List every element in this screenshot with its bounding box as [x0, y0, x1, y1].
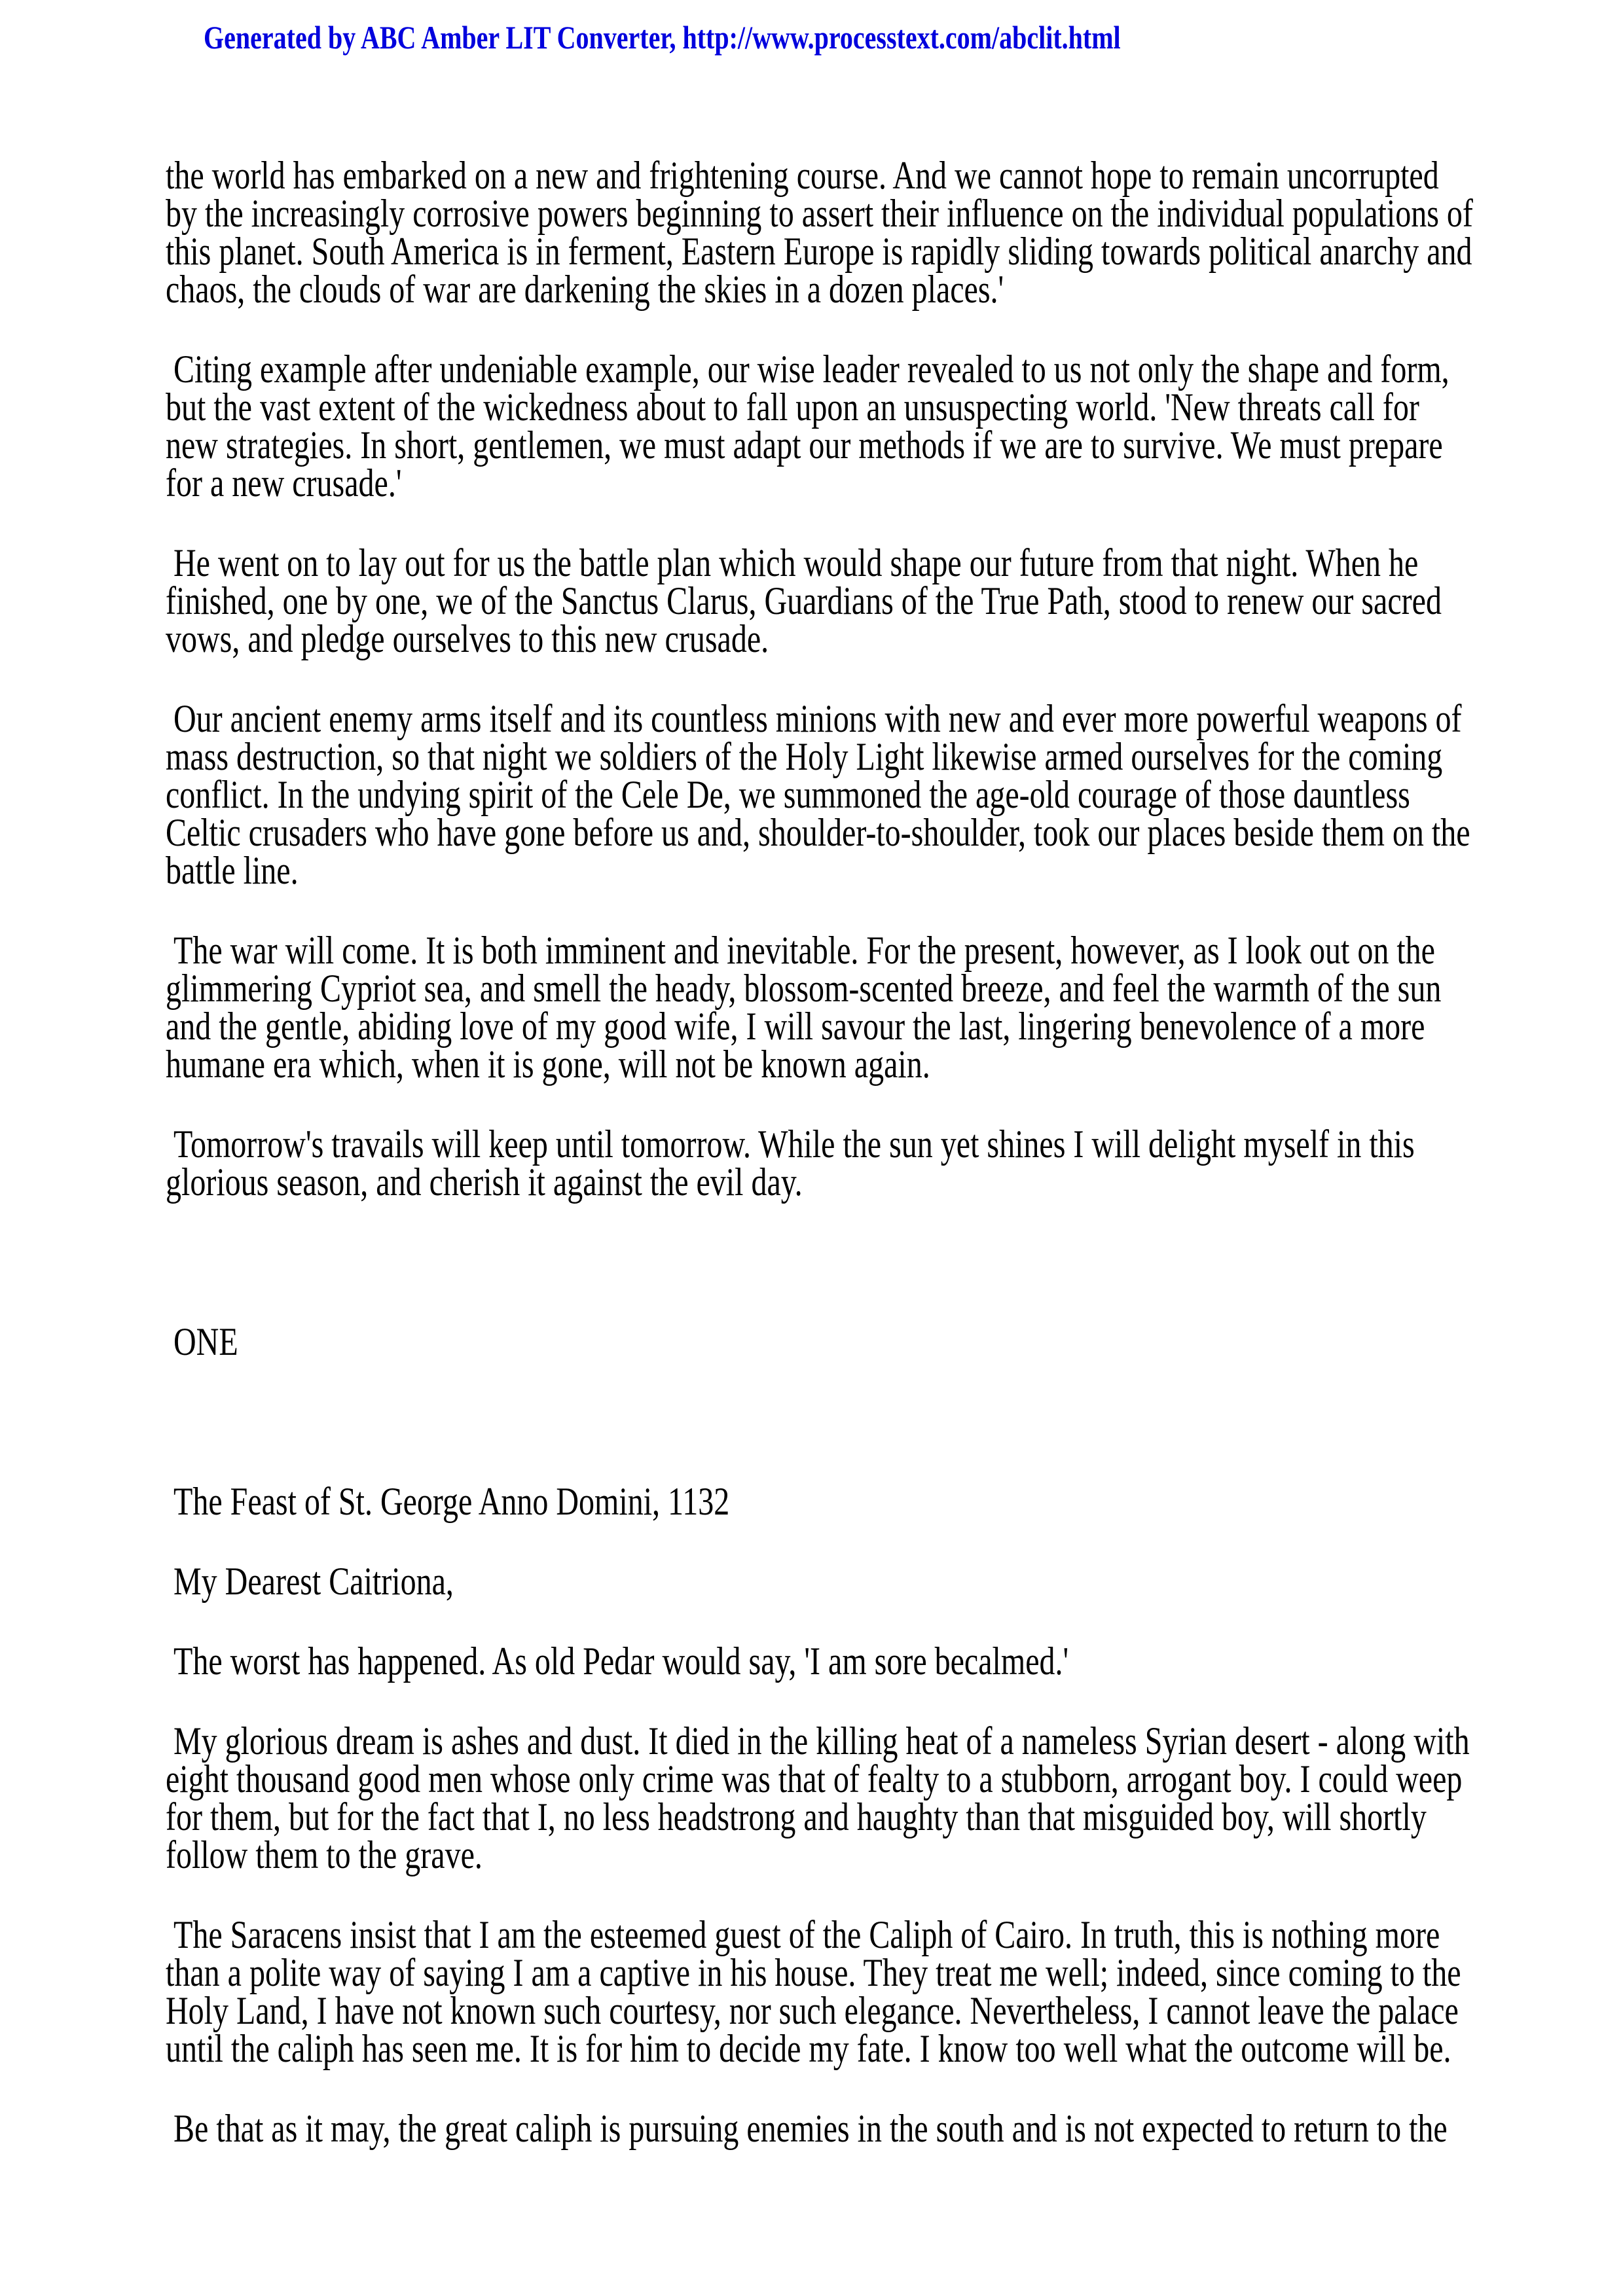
- paragraph: The war will come. It is both imminent and inevitable. For the present, however, as I look out on the glimmering Cypriot sea, and smell the heady, blossom-scented breeze, and feel the warmth of the sun and the gentle, abiding love of my good wife, I will savour the last, lingering benevolence of a more humane era which, when it is gone, will not be known again.: [166, 929, 1450, 1086]
- paragraph: Be that as it may, the great caliph is pursuing enemies in the south and is not expected to return to the: [166, 2107, 1448, 2150]
- paragraph: He went on to lay out for us the battle plan which would shape our future from that night. When he finished, one by one, we of the Sanctus Clarus, Guardians of the True Path, stood to renew our sacred vows, and pledge ourselves to this new crusade.: [166, 541, 1450, 660]
- chapter-heading: ONE: [166, 1320, 238, 1363]
- paragraph: Our ancient enemy arms itself and its countless minions with new and ever more powerful weapons of mass destruction, so that night we soldiers of the Holy Light likewise armed ourselves for the coming conflict. In the undying spirit of the Cele De, we summoned the age-old courage of those dauntless Celtic crusaders who have gone before us and, shoulder-to-shoulder, took our places beside them on the battle line.: [166, 697, 1478, 892]
- converter-credit: [204, 18, 1121, 56]
- paragraph: The Saracens insist that I am the esteemed guest of the Caliph of Cairo. In truth, this is nothing more than a polite way of saying I am a captive in his house. They treat me well; indeed, since coming to the Holy Land, I have not known such courtesy, nor such elegance. Nevertheless, I cannot leave the palace until the caliph has seen me. It is for him to decide my fate. I know too well what the outcome will be.: [166, 1913, 1469, 2070]
- page-text: [166, 154, 1481, 2189]
- converter-url-link[interactable]: http://www.processtext.com/abclit.html: [682, 19, 1121, 56]
- paragraph: Tomorrow's travails will keep until tomorrow. While the sun yet shines I will delight myself in this glorious season, and cherish it against the evil day.: [166, 1122, 1423, 1204]
- paragraph: My glorious dream is ashes and dust. It died in the killing heat of a nameless Syrian desert - along with eight thousand good men whose only crime was that of fealty to a stubborn, arrogant boy. I could weep for them, but for the fact that I, no less headstrong and haughty than that misguided boy, will shortly follow them to the grave.: [166, 1719, 1478, 1876]
- paragraph: My Dearest Caitriona,: [166, 1560, 454, 1603]
- paragraph: Citing example after undeniable example, our wise leader revealed to us not only the shape and form, but the vast extent of the wickedness about to fall upon an unsuspecting world. 'New threats call for new strategies. In short, gentlemen, we must adapt our methods if we are to survive. We must prepare for a new crusade.': [166, 348, 1457, 505]
- paragraph: The Feast of St. George Anno Domini, 1132: [166, 1480, 730, 1523]
- paragraph: The worst has happened. As old Pedar would say, 'I am sore becalmed.': [166, 1640, 1069, 1683]
- converter-credit-text: Generated by ABC Amber LIT Converter,: [204, 19, 683, 56]
- paragraph: the world has embarked on a new and frightening course. And we cannot hope to remain uncorrupted by the increasingly corrosive powers beginning to assert their influence on the individual populations of this planet. South America is in ferment, Eastern Europe is rapidly sliding towards political anarchy and chaos, the clouds of war are darkening the skies in a dozen places.': [166, 154, 1481, 311]
